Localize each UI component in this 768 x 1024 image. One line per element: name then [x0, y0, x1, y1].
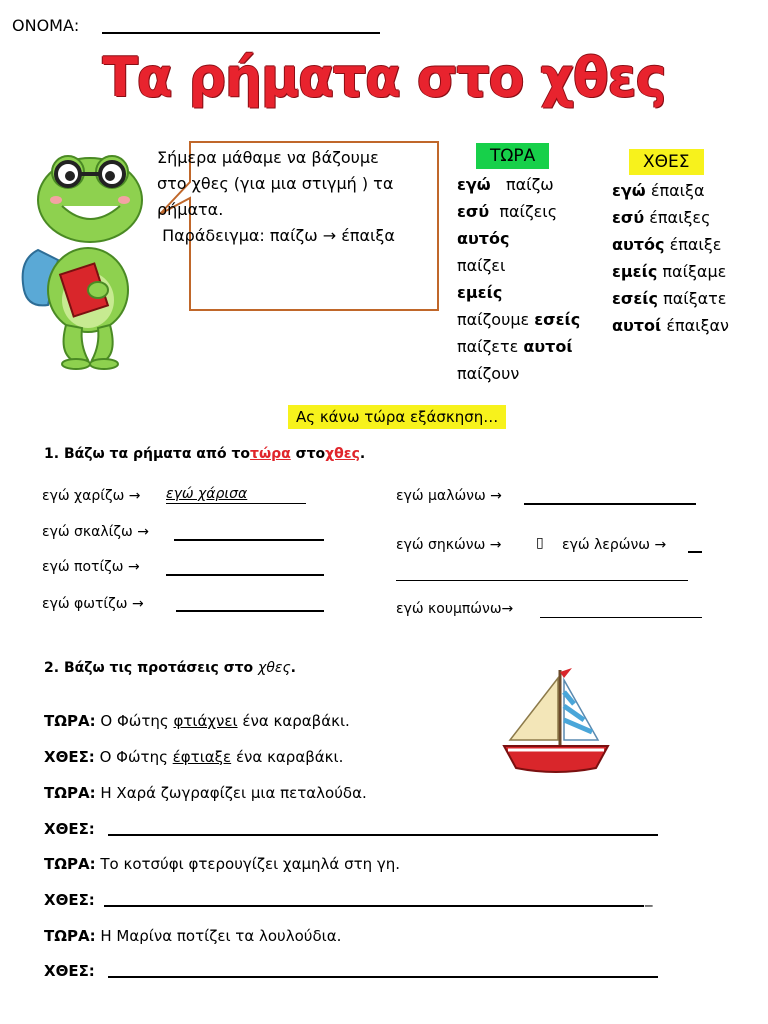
ex1-answer-line[interactable]	[688, 551, 702, 553]
pronoun: εσείς	[534, 310, 581, 329]
pronoun: εγώ	[612, 181, 646, 200]
pronoun: εμείς	[457, 283, 503, 302]
verb: έπαιξες	[649, 208, 711, 227]
ex2-answer-line[interactable]	[108, 834, 658, 836]
verb: έπαιξαν	[666, 316, 729, 335]
arrow-icon: →	[322, 226, 337, 245]
ex1-answer-line[interactable]	[166, 503, 306, 504]
past-table	[612, 177, 729, 339]
verb: παίζεις	[499, 202, 558, 221]
ex1-prompt: εγώ λερώνω →	[562, 537, 667, 553]
ex1-prompt: εγώ σκαλίζω →	[42, 524, 149, 540]
word-past: χθες	[258, 660, 291, 676]
ex1-answer-line[interactable]	[174, 539, 324, 541]
exercise-1-heading: 1. Βάζω τα ρήματα από τοτώρα στοχθες.	[44, 446, 366, 462]
ex1-prompt: εγώ κουμπώνω→	[396, 601, 514, 617]
ex2-now-1: ΤΩΡΑ: Ο Φώτης φτιάχνει ένα καραβάκι.	[44, 712, 350, 730]
word-now: τώρα	[250, 446, 291, 462]
ex2-past-1: ΧΘΕΣ: Ο Φώτης έφτιαξε ένα καραβάκι.	[44, 748, 344, 766]
pronoun: εσύ	[612, 208, 645, 227]
ex2-now-3: ΤΩΡΑ: Το κοτσύφι φτερουγίζει χαμηλά στη γη.	[44, 855, 401, 873]
ex1-prompt: εγώ ποτίζω →	[42, 559, 140, 575]
intro-line: στο χθες (για μια στιγμή ) τα	[157, 174, 394, 193]
ex1-prompt: εγώ σηκώνω →	[396, 537, 502, 553]
ex1-prompt: εγώ μαλώνω →	[396, 488, 502, 504]
past-heading: ΧΘΕΣ	[629, 149, 704, 175]
ex2-answer-line[interactable]	[104, 905, 644, 907]
pronoun: εσύ	[457, 202, 490, 221]
ex1-prompt: εγώ φωτίζω →	[42, 596, 144, 612]
ex2-now-2: ΤΩΡΑ: Η Χαρά ζωγραφίζει μια πεταλούδα.	[44, 784, 367, 802]
ex1-answer-line[interactable]	[524, 503, 696, 505]
ex2-past-2: ΧΘΕΣ:	[44, 820, 95, 838]
pronoun: εγώ	[457, 175, 491, 194]
ex1-answer[interactable]: εγώ χάρισα	[166, 486, 248, 502]
name-label: ΟΝΟΜΑ:	[12, 16, 80, 35]
pronoun: αυτοί	[612, 316, 662, 335]
pronoun: εσείς	[612, 289, 658, 308]
intro-line: Σήμερα μάθαμε να βάζουμε	[157, 148, 379, 167]
exercise-2-heading: 2. Βάζω τις προτάσεις στο χθες.	[44, 660, 296, 676]
verb: έπαιξε	[669, 235, 722, 254]
pronoun: αυτοί	[523, 337, 573, 356]
word-past: χθες	[325, 446, 360, 462]
verb: παίξατε	[663, 289, 727, 308]
frog-illustration	[18, 140, 158, 375]
verb: έπαιξα	[650, 181, 705, 200]
intro-line: ρήματα.	[157, 200, 224, 219]
ex1-prompt: εγώ χαρίζω →	[42, 488, 141, 504]
ex1-answer-line[interactable]	[176, 610, 324, 612]
ex2-past-3: ΧΘΕΣ:	[44, 891, 95, 909]
ex2-answer-line[interactable]	[108, 976, 658, 978]
verb: παίζω	[505, 175, 554, 194]
ex2-trail: _	[645, 889, 653, 907]
pronoun: αυτός	[612, 235, 665, 254]
now-table	[457, 171, 580, 387]
intro-example: Παράδειγμα: παίζω → έπαιξα	[162, 226, 395, 245]
verb: παίζει	[457, 256, 506, 275]
name-field[interactable]	[102, 32, 380, 34]
verb: παίζουμε	[457, 310, 530, 329]
ex1-answer-line[interactable]	[396, 580, 688, 581]
page-title: Τα ρήματα στο χθες	[102, 46, 666, 110]
ex1-answer-line[interactable]	[166, 574, 324, 576]
verb: παίζουν	[457, 364, 520, 383]
ex2-past-4: ΧΘΕΣ:	[44, 962, 95, 980]
now-heading: ΤΩΡΑ	[476, 143, 549, 169]
practice-banner: Ας κάνω τώρα εξάσκηση…	[288, 405, 506, 429]
ex2-now-4: ΤΩΡΑ: Η Μαρίνα ποτίζει τα λουλούδια.	[44, 927, 342, 945]
pronoun: εμείς	[612, 262, 658, 281]
pronoun: αυτός	[457, 229, 510, 248]
verb: παίζετε	[457, 337, 519, 356]
ex1-answer-line[interactable]	[540, 617, 702, 618]
missing-glyph: ▯	[536, 535, 544, 551]
sailboat-illustration	[498, 664, 614, 780]
verb: παίξαμε	[662, 262, 727, 281]
